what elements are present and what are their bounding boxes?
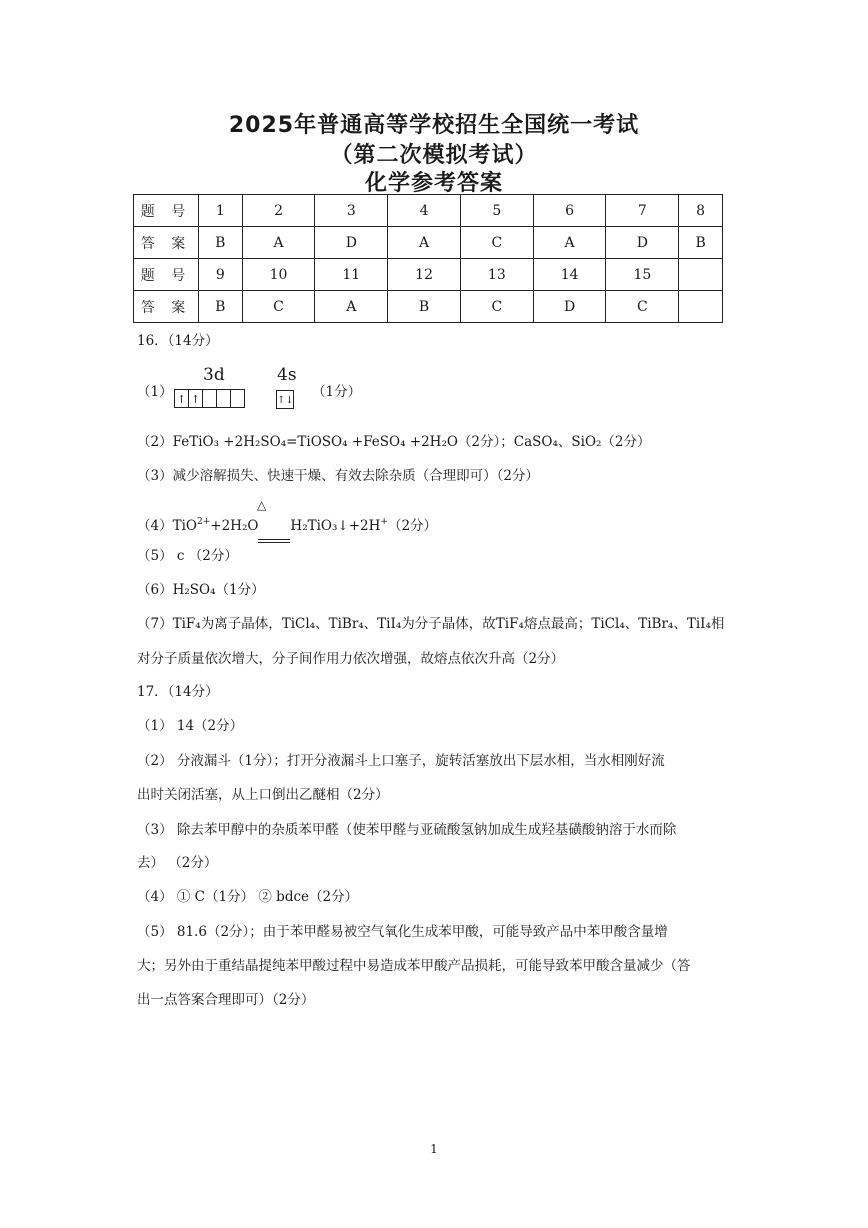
- row-label: 答 案: [134, 291, 199, 323]
- q16-part7-line1: （7）TiF₄为离子晶体，TiCl₄、TiBr₄、TiI₄为分子晶体，故TiF₄熔点最高；TiCl₄、TiBr₄、TiI₄相: [137, 616, 725, 632]
- orbital-box: ↑: [174, 389, 189, 408]
- table-cell: 4: [388, 195, 461, 227]
- q16-part4-mid: +2H₂O: [210, 518, 259, 534]
- table-cell: D: [606, 227, 679, 259]
- table-row: [134, 195, 723, 227]
- table-cell: A: [533, 227, 606, 259]
- table-cell: B: [679, 227, 723, 259]
- table-row: [134, 259, 723, 291]
- orbital-box: [216, 389, 231, 408]
- orbital-box-4s: ↑↓: [276, 390, 294, 409]
- document-title: 化学参考答案: [364, 171, 503, 196]
- table-cell: A: [315, 291, 388, 323]
- q17-part4: （4） ① C（1分） ② bdce（2分）: [137, 889, 359, 905]
- table-cell: 3: [315, 195, 388, 227]
- page-subtitle: （第二次模拟考试）: [330, 143, 538, 168]
- answer-table: [133, 194, 723, 323]
- q16-part7-line2: 对分子质量依次增大，分子间作用力依次增强，故熔点依次升高（2分）: [137, 651, 565, 667]
- table-cell: 1: [199, 195, 243, 227]
- q17-heading: 17．（14分）: [137, 684, 219, 700]
- table-row: [134, 291, 723, 323]
- page-number: 1: [430, 1142, 438, 1156]
- table-cell: D: [533, 291, 606, 323]
- q16-part4-rest: H₂TiO₃↓+2H: [290, 518, 381, 534]
- q17-part2-line1: （2） 分液漏斗（1分）；打开分液漏斗上口塞子，旋转活塞放出下层水相，当水相刚好流: [137, 753, 665, 769]
- table-cell: 11: [315, 259, 388, 291]
- row-label: 答 案: [134, 227, 199, 259]
- charge-superscript: 2+: [196, 517, 211, 527]
- table-cell: C: [242, 291, 315, 323]
- table-cell: 10: [242, 259, 315, 291]
- delta-icon: △: [257, 498, 267, 512]
- q16-part1-score: （1分）: [312, 384, 362, 400]
- q17-part5-line1: （5） 81.6（2分）；由于苯甲醛易被空气氧化生成苯甲酸，可能导致产品中苯甲酸含量增: [137, 924, 668, 940]
- table-cell: 6: [533, 195, 606, 227]
- table-cell: C: [460, 227, 533, 259]
- q17-part2-line2: 出时关闭活塞，从上口倒出乙醚相（2分）: [137, 787, 389, 803]
- table-row: [134, 227, 723, 259]
- q17-part3-line2: 去） （2分）: [137, 855, 218, 871]
- table-cell: 12: [388, 259, 461, 291]
- q16-part1-prefix: （1）: [137, 384, 173, 400]
- table-cell: A: [242, 227, 315, 259]
- row-label: 题 号: [134, 259, 199, 291]
- table-cell: D: [315, 227, 388, 259]
- orbital-label-4s: 4s: [277, 365, 297, 385]
- table-cell: B: [199, 291, 243, 323]
- table-cell: 9: [199, 259, 243, 291]
- table-cell: 8: [679, 195, 723, 227]
- table-cell: 14: [533, 259, 606, 291]
- table-cell: 5: [460, 195, 533, 227]
- q17-part5-line2: 大；另外由于重结晶提纯苯甲酸过程中易造成苯甲酸产品损耗，可能导致苯甲酸含量减少（答: [137, 958, 691, 974]
- table-cell: B: [199, 227, 243, 259]
- orbital-box: [202, 389, 217, 408]
- q16-part4-prefix: （4）TiO: [137, 518, 197, 534]
- table-cell: 7: [606, 195, 679, 227]
- table-cell: 15: [606, 259, 679, 291]
- row-label: 题 号: [134, 195, 199, 227]
- q17-part5-line3: 出一点答案合理即可）（2分）: [137, 992, 315, 1008]
- table-cell: [679, 291, 723, 323]
- q16-part3: （3）减少溶解损失、快速干燥、有效去除杂质（合理即可）（2分）: [137, 468, 539, 484]
- table-cell: 2: [242, 195, 315, 227]
- orbital-label-3d: 3d: [203, 365, 225, 385]
- table-cell: [679, 259, 723, 291]
- q16-part5: （5） c （2分）: [137, 548, 238, 564]
- table-cell: 13: [460, 259, 533, 291]
- q16-heading: 16．（14分）: [137, 333, 219, 349]
- q16-part4: [137, 512, 437, 536]
- q16-part6: （6）H₂SO₄（1分）: [137, 582, 265, 598]
- table-cell: B: [388, 291, 461, 323]
- charge-superscript: +: [380, 517, 388, 527]
- q17-part1: （1） 14（2分）: [137, 718, 244, 734]
- table-cell: A: [388, 227, 461, 259]
- table-cell: C: [606, 291, 679, 323]
- q16-part4-score: （2分）: [387, 518, 438, 534]
- q16-part2: （2）FeTiO₃ +2H₂SO₄=TiOSO₄ +FeSO₄ +2H₂O（2分）；CaSO₄、SiO₂（2分）: [137, 434, 651, 450]
- q17-part3-line1: （3） 除去苯甲醇中的杂质苯甲醛（使苯甲醛与亚硫酸氢钠加成生成羟基磺酸钠溶于水而除: [137, 822, 677, 838]
- table-cell: C: [460, 291, 533, 323]
- orbital-box: [230, 389, 245, 408]
- orbital-box: ↑: [188, 389, 203, 408]
- page-title: 2025年普通高等学校招生全国统一考试: [228, 113, 640, 138]
